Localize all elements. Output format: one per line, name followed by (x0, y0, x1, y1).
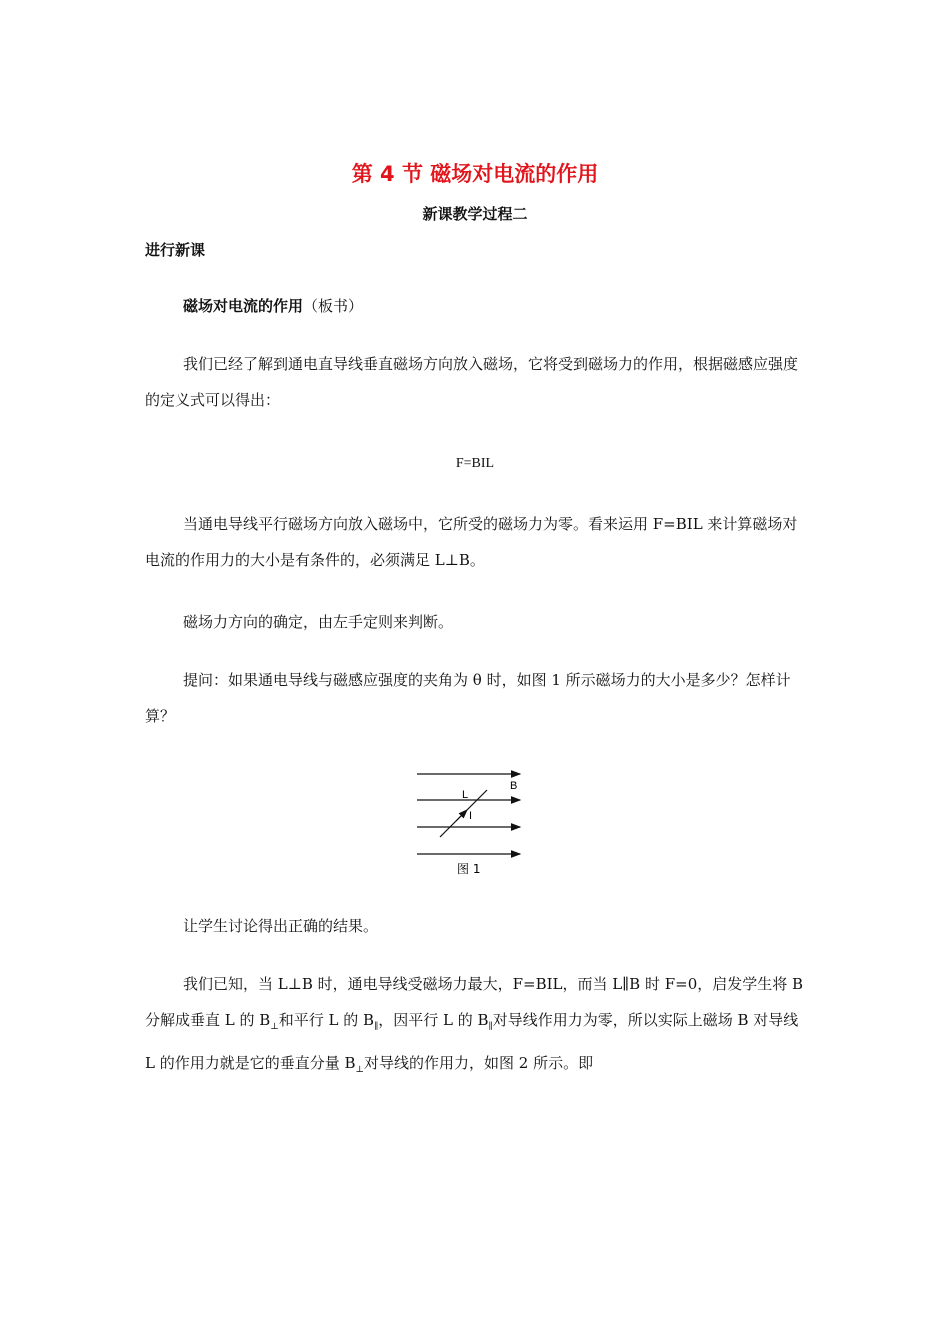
p6-part-c: ，因平行 L 的 B (378, 1011, 489, 1029)
p6-sub-parallel-2: ∥ (488, 1022, 493, 1032)
formula: F=BIL (455, 456, 495, 471)
paragraph-3: 磁场力方向的确定，由左手定则来判断。 (183, 613, 454, 631)
p6-sub-parallel: ∥ (374, 1022, 379, 1032)
current-arrow (456, 810, 467, 821)
p6-part-d: 对导线作用力为零，所以实际上磁场 B 对导线 L 的作用力就是它的垂直分量 B (145, 1011, 799, 1072)
paragraph-4: 提问：如果通电导线与磁感应强度的夹角为 θ 时，如图 1 所示磁场力的大小是多少？怎样计算？ (145, 671, 791, 725)
p6-sub-perp: ⊥ (270, 1022, 279, 1032)
subtitle: 新课教学过程二 (422, 205, 528, 223)
p6-sub-perp-2: ⊥ (355, 1065, 364, 1075)
board-heading-text: 磁场对电流的作用 (183, 297, 304, 315)
paragraph-5: 让学生讨论得出正确的结果。 (183, 917, 379, 935)
paragraph-1: 我们已经了解到通电直导线垂直磁场方向放入磁场，它将受到磁场力的作用，根据磁感应强度的定义式可以得出： (145, 355, 799, 409)
p6-part-e: 对导线的作用力，如图 2 所示。即 (364, 1054, 594, 1072)
board-note: （板书） (303, 297, 364, 315)
paragraph-6 (145, 966, 805, 1088)
p6-part-b: 和平行 L 的 B (278, 1011, 375, 1029)
p6-part-a: 我们已知，当 L⊥B 时，通电导线受磁场力最大，F=BIL，而当 L∥B 时 F=0，启发学生将 B 分解成垂直 L 的 B (145, 975, 804, 1029)
label-b: B (510, 780, 518, 792)
figure-caption: 图 1 (457, 862, 481, 876)
section-heading: 进行新课 (145, 241, 206, 259)
page-title: 第 4 节 磁场对电流的作用 (351, 162, 599, 186)
board-heading (145, 288, 805, 324)
paragraph-2: 当通电导线平行磁场方向放入磁场中，它所受的磁场力为零。看来运用 F=BIL 来计算磁场对电流的作用力的大小是有条件的，必须满足 L⊥B。 (145, 515, 798, 569)
figure-1 (414, 764, 534, 879)
label-l: L (462, 789, 469, 801)
label-i: I (469, 810, 473, 822)
